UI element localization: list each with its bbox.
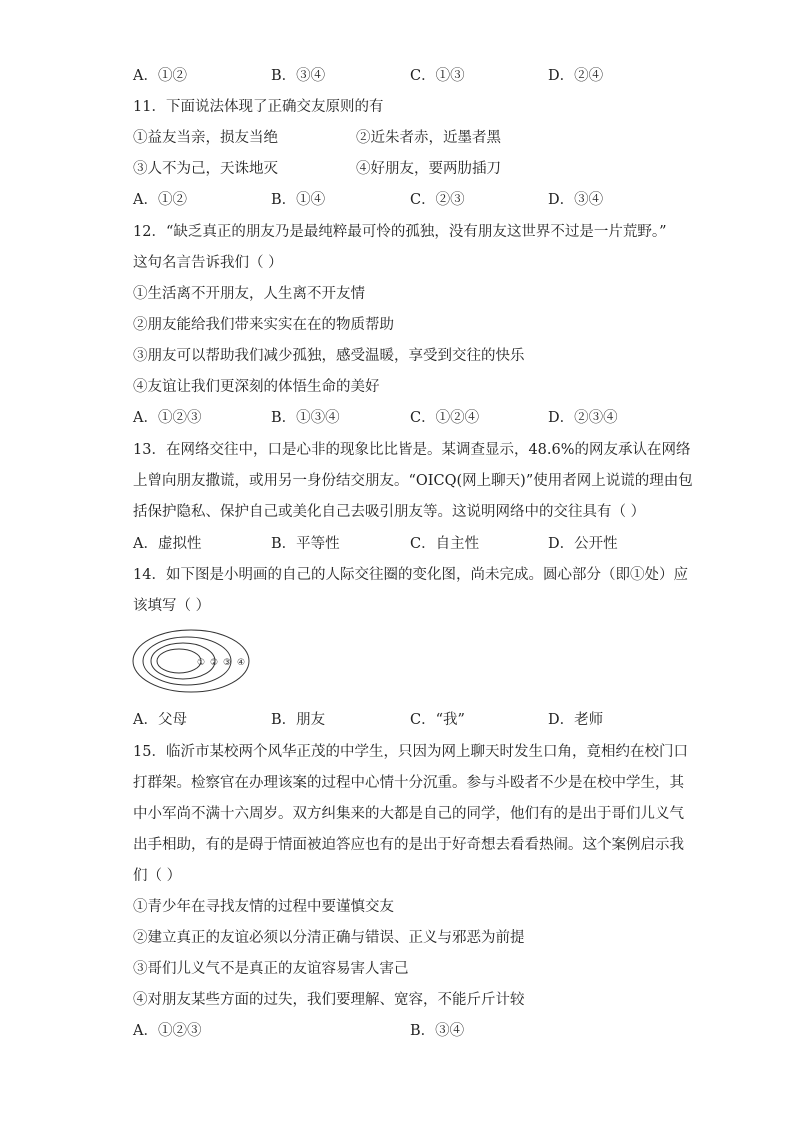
- diagram-label-1: ①: [197, 658, 206, 668]
- q13-option-c: C．自主性: [410, 536, 480, 552]
- q11-item-1: ①益友当亲，损友当绝: [133, 130, 278, 146]
- q13-stem-line-1: 13．在网络交往中，口是心非的现象比比皆是。某调查显示，48.6%的网友承认在网络: [133, 442, 691, 458]
- q12-stem-line-1: 12．“缺乏真正的朋友乃是最纯粹最可怜的孤独，没有朋友这世界不过是一片荒野。”: [133, 224, 667, 240]
- q14-option-d: D．老师: [548, 712, 604, 728]
- diagram-label-2: ②: [210, 658, 219, 668]
- q12-item-4: ④友谊让我们更深刻的体悟生命的美好: [133, 379, 380, 395]
- q15-stem-line-2: 打群架。检察官在办理该案的过程中心情十分沉重。参与斗殴者不少是在校中学生，其: [133, 775, 684, 791]
- q12-stem-line-2: 这句名言告诉我们（ ）: [133, 255, 283, 271]
- q11-option-d: D．③④: [548, 192, 604, 208]
- q12-option-a: A．①②③: [133, 410, 202, 426]
- q10-option-a: A．①②: [133, 68, 187, 84]
- q11-item-3: ③人不为己，天诛地灭: [133, 161, 278, 177]
- q15-option-a: A．①②③: [133, 1023, 202, 1039]
- q13-stem-line-3: 括保护隐私、保护自己或美化自己去吸引朋友等。这说明网络中的交往具有（ ）: [133, 504, 646, 520]
- q10-option-d: D．②④: [548, 68, 604, 84]
- q11-option-a: A．①②: [133, 192, 187, 208]
- circle-ring-4: [133, 630, 249, 692]
- q15-option-b: B．③④: [410, 1023, 465, 1039]
- q14-stem-line-1: 14．如下图是小明画的自己的人际交往圈的变化图，尚未完成。圆心部分（即①处）应: [133, 567, 688, 583]
- q11-item-4: ④好朋友，要两肋插刀: [356, 161, 501, 177]
- q12-item-3: ③朋友可以帮助我们减少孤独，感受温暖，享受到交往的快乐: [133, 348, 525, 364]
- q15-stem-line-5: 们（ ）: [133, 868, 182, 884]
- q11-stem: 11．下面说法体现了正确交友原则的有: [133, 99, 384, 115]
- diagram-label-3: ③: [223, 658, 232, 668]
- q15-stem-line-3: 中小军尚不满十六周岁。双方纠集来的大都是自己的同学，他们有的是出于哥们儿义气: [133, 806, 684, 822]
- q15-item-2: ②建立真正的友谊必须以分清正确与错误、正义与邪恶为前提: [133, 930, 525, 946]
- q14-option-c: C．“我”: [410, 712, 465, 728]
- q12-option-c: C．①②④: [410, 410, 480, 426]
- q13-option-d: D．公开性: [548, 536, 618, 552]
- q12-option-d: D．②③④: [548, 410, 618, 426]
- q11-option-b: B．①④: [271, 192, 326, 208]
- q11-option-c: C．②③: [410, 192, 465, 208]
- q13-option-a: A．虚拟性: [133, 536, 202, 552]
- q10-option-c: C．①③: [410, 68, 465, 84]
- q15-stem-line-4: 出手相助，有的是碍于情面被迫答应也有的是出于好奇想去看看热闹。这个案例启示我: [133, 837, 684, 853]
- q12-item-2: ②朋友能给我们带来实实在在的物质帮助: [133, 317, 394, 333]
- q13-option-b: B．平等性: [271, 536, 340, 552]
- q15-stem-line-1: 15．临沂市某校两个风华正茂的中学生，只因为网上聊天时发生口角，竟相约在校门口: [133, 744, 688, 760]
- q14-option-b: B．朋友: [271, 712, 326, 728]
- q14-option-a: A．父母: [133, 712, 187, 728]
- q10-option-b: B．③④: [271, 68, 326, 84]
- circle-ring-1: [157, 649, 201, 673]
- q12-option-b: B．①③④: [271, 410, 340, 426]
- q15-item-4: ④对朋友某些方面的过失，我们要理解、宽容，不能斤斤计较: [133, 992, 525, 1008]
- interpersonal-circle-diagram: [131, 628, 255, 694]
- circle-ring-2: [151, 643, 215, 679]
- q11-item-2: ②近朱者赤，近墨者黑: [356, 130, 501, 146]
- q14-stem-line-2: 该填写（ ）: [133, 598, 211, 614]
- q13-stem-line-2: 上曾向朋友撒谎，或用另一身份结交朋友。“OICQ(网上聊天)”使用者网上说谎的理由包: [133, 473, 693, 489]
- q12-item-1: ①生活离不开朋友，人生离不开友情: [133, 286, 365, 302]
- q15-item-1: ①青少年在寻找友情的过程中要谨慎交友: [133, 899, 394, 915]
- diagram-label-4: ④: [237, 658, 246, 668]
- q15-item-3: ③哥们儿义气不是真正的友谊容易害人害己: [133, 961, 409, 977]
